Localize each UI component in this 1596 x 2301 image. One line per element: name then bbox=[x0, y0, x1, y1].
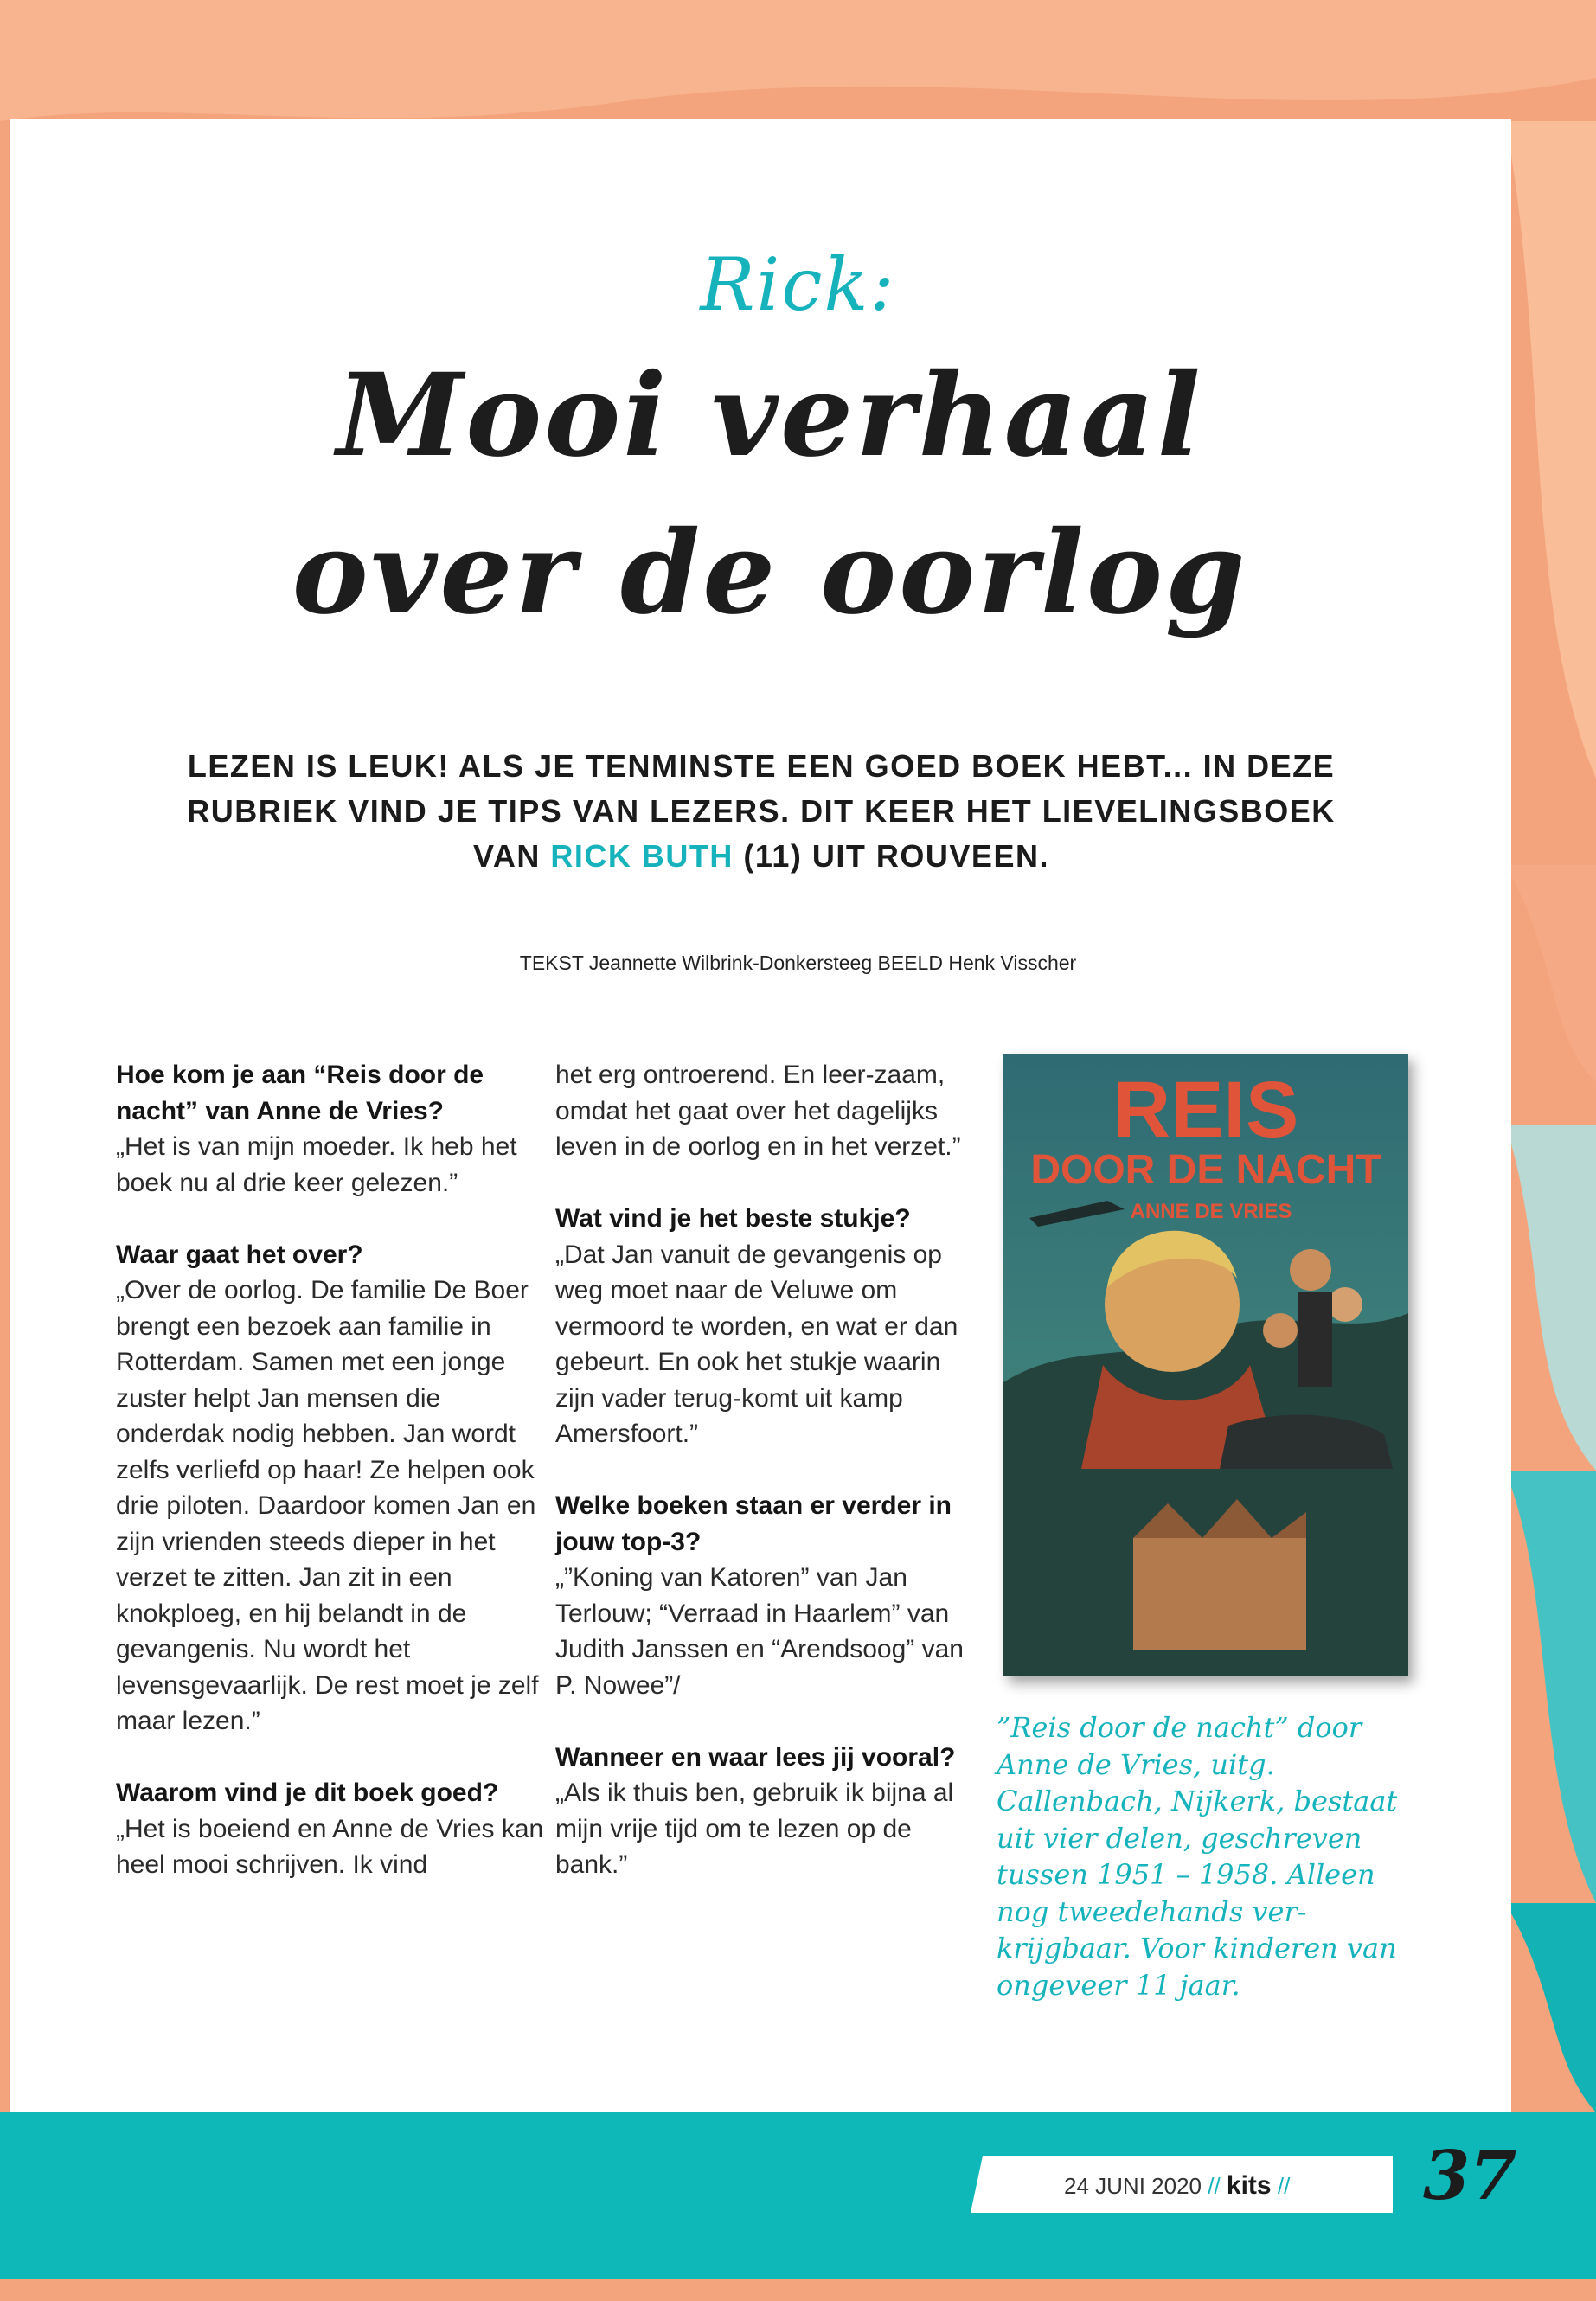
question: Welke boeken staan er verder in jouw top-3? bbox=[555, 1491, 952, 1556]
book-cover bbox=[1003, 1054, 1408, 1676]
qa-block bbox=[116, 1775, 544, 1883]
answer: „Dat Jan vanuit de gevangenis op weg moet naar de Veluwe om vermoord te worden, en wat er dan gebeurt. En ook het stukje waarin zijn vader terug-komt uit kamp Amersfoort.” bbox=[555, 1240, 958, 1448]
qa-block bbox=[555, 1488, 971, 1703]
answer: „Als ik thuis ben, gebruik ik bijna al mijn vrije tijd om te lezen op de bank.” bbox=[555, 1779, 954, 1879]
separator: // bbox=[1208, 2173, 1221, 2199]
kicker: Rick: bbox=[700, 242, 896, 327]
book-cover-art bbox=[1003, 1054, 1408, 1676]
question: Waarom vind je dit boek goed? bbox=[116, 1779, 499, 1807]
column-2 bbox=[555, 1057, 971, 1919]
intro-part-2: (11) UIT ROUVEEN. bbox=[743, 838, 1049, 874]
question: Wat vind je het beste stukje? bbox=[555, 1204, 911, 1233]
separator: // bbox=[1277, 2173, 1291, 2199]
headline-line-2: over de oorlog bbox=[292, 506, 1248, 640]
issue-date: 24 JUNI 2020 bbox=[1064, 2173, 1202, 2199]
qa-block bbox=[116, 1237, 544, 1740]
book-cover-subtitle: DOOR DE NACHT bbox=[1030, 1147, 1381, 1193]
intro-highlight: RICK BUTH bbox=[550, 838, 734, 874]
headline bbox=[208, 337, 1332, 652]
credits: TEKST Jeannette Wilbrink-Donkersteeg BEELD Henk Visscher bbox=[519, 952, 1077, 974]
book-cover-author: ANNE DE VRIES bbox=[1130, 1200, 1292, 1223]
intro-part-1: LEZEN IS LEUK! ALS JE TENMINSTE EEN GOED BOEK HEBT... IN DEZE RUBRIEK VIND JE TIPS VAN LEZERS. DIT KEER HET LIEVELINGSBOEK VAN bbox=[187, 748, 1336, 874]
book-caption: ”Reis door de nacht” door Anne de Vries, uitg. Callenbach, Nijkerk, bestaat uit vier delen, geschreven tussen 1951 – 1958. Alleen nog tweedehands ver-krijgbaar. Voor kinderen van ongeveer 11 jaar. bbox=[997, 1711, 1398, 2002]
bottom-strip bbox=[0, 2279, 1596, 2301]
qa-block bbox=[116, 1057, 544, 1201]
answer: „Het is van mijn moeder. Ik heb het boek nu al drie keer gelezen.” bbox=[116, 1132, 517, 1197]
intro-text bbox=[182, 744, 1341, 879]
column-1 bbox=[116, 1057, 544, 1919]
answer: „”Koning van Katoren” van Jan Terlouw; “Verraad in Haarlem” van Judith Janssen en “Arendsoog” van P. Nowee”/ bbox=[555, 1563, 964, 1700]
headline-line-1: Mooi verhaal bbox=[337, 349, 1203, 483]
page-number: 37 bbox=[1423, 2137, 1517, 2215]
answer-continuation: het erg ontroerend. En leer-zaam, omdat het gaat over het dagelijks leven in de oorlog en in het verzet.” bbox=[555, 1061, 961, 1161]
question: Hoe kom je aan “Reis door de nacht” van Anne de Vries? bbox=[116, 1061, 484, 1125]
book-cover-title: REIS bbox=[1112, 1066, 1299, 1154]
qa-block bbox=[555, 1201, 971, 1452]
qa-block bbox=[555, 1740, 971, 1883]
question: Waar gaat het over? bbox=[116, 1240, 363, 1269]
brand-name: kits bbox=[1226, 2171, 1272, 2200]
answer: „Over de oorlog. De familie De Boer brengt een bezoek aan familie in Rotterdam. Samen met een jonge zuster helpt Jan mensen die onderdak nodig hebben. Jan wordt zelfs verliefd op haar! Ze helpen ook drie piloten. Daardoor komen Jan en zijn vrienden steeds dieper in het verzet te zitten. Jan zit in een knokploeg, en hij belandt in de gevangenis. Nu wordt het levensgevaarlijk. De rest moet je zelf maar lezen.” bbox=[116, 1276, 539, 1735]
footer-info bbox=[1064, 2171, 1384, 2201]
question: Wanneer en waar lees jij vooral? bbox=[555, 1742, 956, 1772]
answer: „Het is boeiend en Anne de Vries kan heel mooi schrijven. Ik vind bbox=[116, 1814, 544, 1879]
